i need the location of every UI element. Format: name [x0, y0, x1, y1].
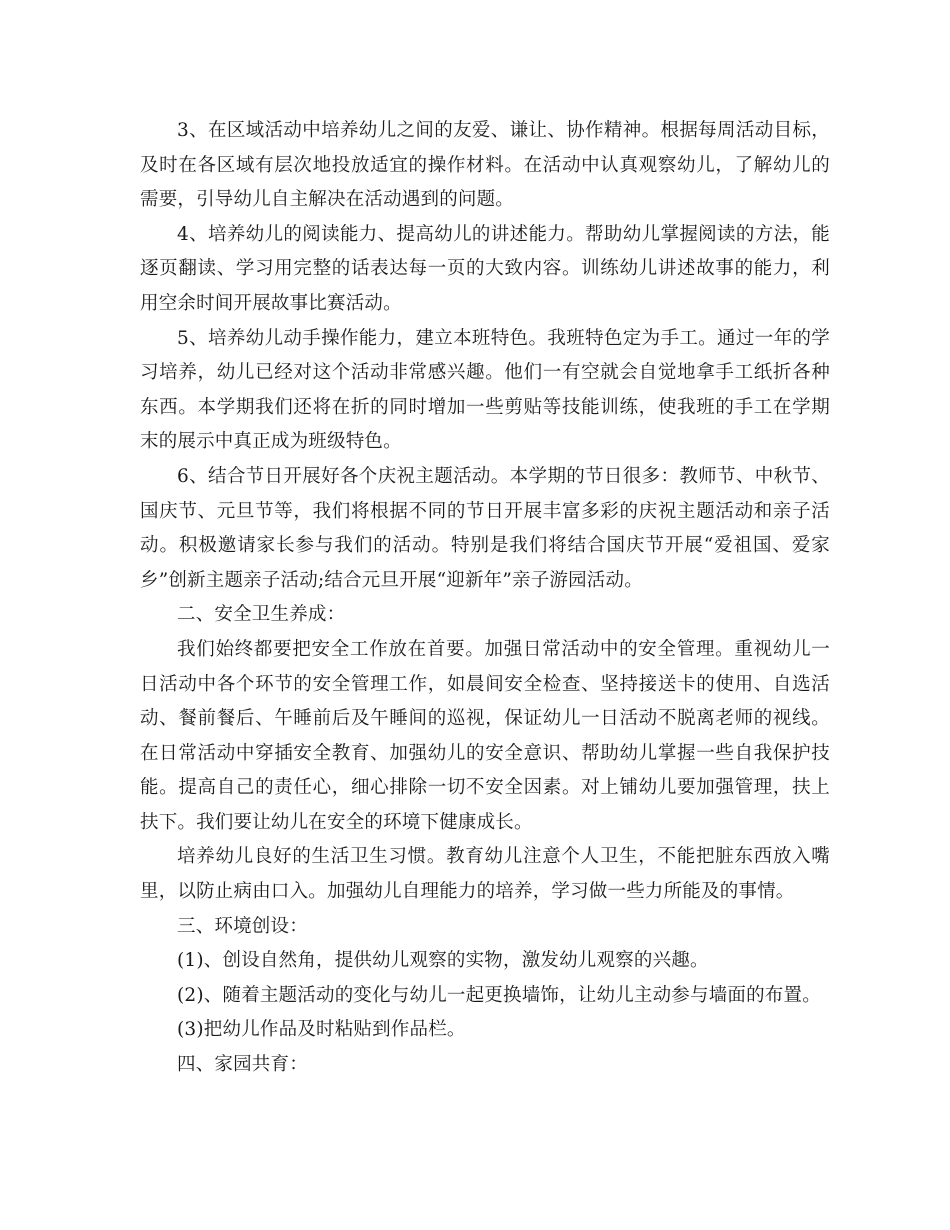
list-item-artwork-display: (3)把幼儿作品及时粘贴到作品栏。: [177, 1019, 466, 1041]
paragraph-safety-management: 我们始终都要把安全工作放在首要。加强日常活动中的安全管理。重视幼儿一日活动中各个环节的安全管理工作，如晨间安全检查、坚持接送卡的使用、自选活动、餐前餐后、午睡前后及午睡间的巡视，保证幼儿一日活动不脱离老师的视线。在日常活动中穿插安全教育、加强幼儿的安全意识、帮助幼儿掌握一些自我保护技能。提高自己的责任心，细心排除一切不安全因素。对上铺幼儿要加强管理，扶上扶下。我们要让幼儿在安全的环境下健康成长。: [140, 638, 830, 833]
paragraph-hygiene-habits: 培养幼儿良好的生活卫生习惯。教育幼儿注意个人卫生，不能把脏东西放入嘴里，以防止病由口入。加强幼儿自理能力的培养，学习做一些力所能及的事情。: [140, 846, 830, 903]
section-heading-home-school: 四、家园共育：: [177, 1054, 308, 1076]
document-body: [140, 114, 830, 1083]
list-item-nature-corner: (1)、创设自然角，提供幼儿观察的实物，激发幼儿观察的兴趣。: [177, 950, 709, 972]
list-item-wall-decoration: (2)、随着主题活动的变化与幼儿一起更换墙饰，让幼儿主动参与墙面的布置。: [177, 984, 821, 1006]
section-heading-safety: 二、安全卫生养成：: [177, 604, 346, 626]
paragraph-item-4: 4、培养幼儿的阅读能力、提高幼儿的讲述能力。帮助幼儿掌握阅读的方法，能逐页翻读、学习用完整的话表达每一页的大致内容。训练幼儿讲述故事的能力，利用空余时间开展故事比赛活动。: [140, 223, 830, 314]
paragraph-item-5: 5、培养幼儿动手操作能力，建立本班特色。我班特色定为手工。通过一年的学习培养，幼儿已经对这个活动非常感兴趣。他们一有空就会自觉地拿手工纸折各种东西。本学期我们还将在折的同时增加一些剪贴等技能训练，使我班的手工在学期末的展示中真正成为班级特色。: [140, 327, 830, 453]
section-heading-environment: 三、环境创设：: [177, 915, 308, 937]
paragraph-item-6: 6、结合节日开展好各个庆祝主题活动。本学期的节日很多：教师节、中秋节、国庆节、元旦节等，我们将根据不同的节日开展丰富多彩的庆祝主题活动和亲子活动。积极邀请家长参与我们的活动。特别是我们将结合国庆节开展“爱祖国、爱家乡”创新主题亲子活动;结合元旦开展“迎新年”亲子游园活动。: [140, 465, 830, 591]
paragraph-item-3: 3、在区域活动中培养幼儿之间的友爱、谦让、协作精神。根据每周活动目标，及时在各区域有层次地投放适宜的操作材料。在活动中认真观察幼儿，了解幼儿的需要，引导幼儿自主解决在活动遇到的问题。: [140, 120, 830, 211]
